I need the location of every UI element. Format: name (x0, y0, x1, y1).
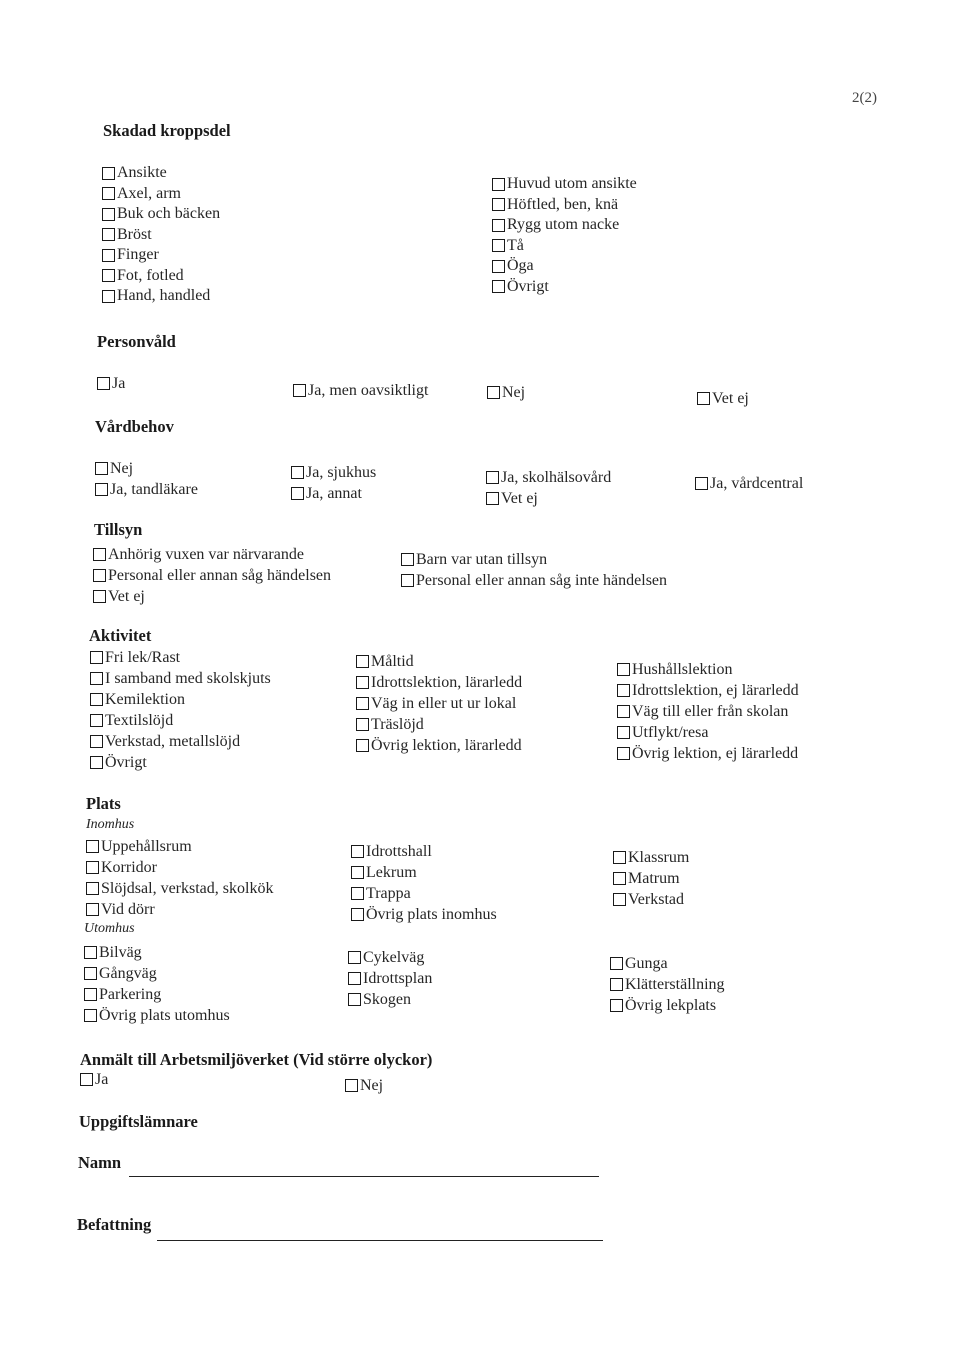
checkbox-option[interactable] (102, 286, 220, 307)
checkbox-option[interactable] (90, 647, 271, 668)
checkbox[interactable] (613, 851, 626, 864)
checkbox-option[interactable] (401, 570, 667, 591)
checkbox-option[interactable] (351, 862, 497, 883)
care-need-col3 (486, 467, 611, 509)
activity-col1 (90, 647, 271, 773)
option-label: Höftled, ben, knä (507, 195, 619, 213)
checkbox-option[interactable] (102, 204, 220, 225)
option-label: Utflykt/resa (632, 724, 709, 741)
checkbox-option[interactable] (102, 163, 220, 184)
option-label: Trappa (366, 885, 411, 902)
option-label: Ja, annat (306, 485, 362, 502)
option-label: Ja, tandläkare (110, 481, 198, 498)
violence-option-no[interactable] (487, 382, 525, 403)
checkbox[interactable] (351, 866, 364, 879)
checkbox-option[interactable] (84, 984, 230, 1005)
option-label: Ja (112, 375, 126, 392)
checkbox-option[interactable] (86, 836, 273, 857)
checkbox-option[interactable] (610, 995, 725, 1016)
checkbox[interactable] (351, 887, 364, 900)
checkbox-option[interactable] (93, 586, 331, 607)
option-label: Övrig lekplats (625, 997, 717, 1014)
checkbox-option[interactable] (95, 458, 198, 479)
checkbox[interactable] (102, 167, 115, 180)
checkbox[interactable] (93, 569, 106, 582)
checkbox-option[interactable] (492, 195, 637, 216)
checkbox-option[interactable] (695, 473, 803, 494)
checkbox-option[interactable] (90, 710, 271, 731)
supervision-col1 (93, 544, 331, 607)
option-label: Finger (117, 246, 159, 263)
section-title-supervision: Tillsyn (94, 520, 143, 539)
option-label: Fot, fotled (117, 266, 184, 284)
page-number: 2(2) (852, 90, 877, 106)
place-indoor-col3 (613, 847, 689, 910)
checkbox[interactable] (617, 663, 630, 676)
checkbox[interactable] (486, 492, 499, 505)
option-label: Klassrum (628, 849, 690, 866)
checkbox[interactable] (86, 903, 99, 916)
checkbox[interactable] (487, 386, 500, 399)
checkbox[interactable] (610, 957, 623, 970)
checkbox[interactable] (84, 1009, 97, 1022)
option-label: Verkstad (628, 891, 684, 908)
checkbox-option[interactable] (93, 565, 331, 586)
option-label: Vet ej (108, 588, 145, 605)
checkbox-option[interactable] (90, 731, 271, 752)
option-label: Uppehållsrum (101, 838, 192, 855)
option-label: Väg till eller från skolan (632, 703, 789, 720)
checkbox-option[interactable] (492, 256, 637, 277)
checkbox-option[interactable] (401, 549, 667, 570)
position-input-line[interactable] (157, 1240, 603, 1241)
activity-col3 (617, 659, 799, 764)
checkbox[interactable] (102, 290, 115, 303)
option-label: Övrig plats utomhus (99, 1007, 230, 1024)
option-label: Textilslöjd (105, 712, 174, 729)
checkbox[interactable] (102, 228, 115, 241)
checkbox[interactable] (84, 946, 97, 959)
checkbox[interactable] (95, 462, 108, 475)
checkbox[interactable] (492, 280, 505, 293)
checkbox[interactable] (492, 178, 505, 191)
option-label: Gunga (625, 955, 668, 972)
checkbox[interactable] (617, 747, 630, 760)
option-label: Idrottslektion, lärarledd (371, 674, 523, 691)
checkbox-option[interactable] (617, 743, 799, 764)
checkbox[interactable] (695, 477, 708, 490)
option-label: Buk och bäcken (117, 205, 221, 222)
position-label: Befattning (77, 1215, 152, 1234)
checkbox-option[interactable] (86, 857, 273, 878)
option-label: Rygg utom nacke (507, 216, 620, 233)
checkbox-option[interactable] (486, 488, 611, 509)
checkbox[interactable] (102, 249, 115, 262)
checkbox-option[interactable] (613, 868, 689, 889)
option-label: Hand, handled (117, 287, 211, 304)
checkbox-option[interactable] (356, 735, 522, 756)
option-label: Väg in eller ut ur lokal (371, 695, 517, 712)
checkbox-option[interactable] (348, 989, 432, 1010)
checkbox[interactable] (356, 676, 369, 689)
checkbox[interactable] (97, 377, 110, 390)
checkbox[interactable] (486, 471, 499, 484)
option-label: Ja (95, 1071, 109, 1088)
checkbox-option[interactable] (613, 889, 689, 910)
option-label: Ja, skolhälsovård (501, 469, 612, 486)
checkbox-option[interactable] (492, 215, 637, 236)
option-label: Övrig plats inomhus (366, 906, 497, 923)
checkbox-option[interactable] (486, 467, 611, 488)
place-outdoor-col3 (610, 953, 725, 1016)
checkbox[interactable] (84, 988, 97, 1001)
checkbox[interactable] (348, 972, 361, 985)
place-outdoor-col1 (84, 942, 230, 1026)
activity-col2 (356, 651, 522, 756)
checkbox[interactable] (95, 483, 108, 496)
checkbox-option[interactable] (617, 680, 799, 701)
checkbox-option[interactable] (351, 841, 497, 862)
section-title-violence: Personvåld (97, 332, 176, 351)
checkbox[interactable] (617, 705, 630, 718)
section-title-injured-body-part: Skadad kroppsdel (103, 121, 231, 140)
care-need-col4 (695, 473, 803, 494)
checkbox[interactable] (102, 187, 115, 200)
section-title-care-need: Vårdbehov (95, 417, 174, 436)
option-label: Övrig lektion, lärarledd (371, 737, 522, 754)
checkbox[interactable] (492, 260, 505, 273)
checkbox-option[interactable] (90, 689, 271, 710)
option-label: Ja, men oavsiktligt (308, 382, 429, 399)
option-label: Hushållslektion (632, 661, 733, 678)
checkbox-option[interactable] (351, 904, 497, 925)
option-label: Ja, vårdcentral (710, 475, 804, 492)
place-indoor-col1 (86, 836, 273, 920)
option-label: Bilväg (99, 944, 142, 961)
checkbox-option[interactable] (617, 722, 799, 743)
reported-option-yes[interactable] (80, 1069, 108, 1090)
name-label: Namn (78, 1153, 122, 1172)
checkbox[interactable] (90, 714, 103, 727)
option-label: Övrigt (507, 277, 549, 295)
option-label: Vid dörr (101, 901, 155, 918)
option-label: Lekrum (366, 864, 417, 881)
checkbox-option[interactable] (102, 184, 220, 205)
option-label: Fri lek/Rast (105, 649, 181, 666)
checkbox-option[interactable] (102, 245, 220, 266)
subheading-outdoor: Utomhus (84, 921, 135, 936)
checkbox-option[interactable] (617, 659, 799, 680)
checkbox-option[interactable] (617, 701, 799, 722)
care-need-col1 (95, 458, 198, 500)
checkbox[interactable] (401, 574, 414, 587)
option-label: Axel, arm (117, 184, 181, 202)
option-label: Kemilektion (105, 691, 185, 708)
checkbox-option[interactable] (492, 174, 637, 195)
option-label: Matrum (628, 870, 680, 887)
checkbox-option[interactable] (291, 462, 376, 483)
checkbox[interactable] (492, 219, 505, 232)
section-title-informant: Uppgiftslämnare (79, 1112, 198, 1131)
checkbox[interactable] (351, 845, 364, 858)
option-label: Bröst (117, 225, 152, 243)
checkbox[interactable] (86, 840, 99, 853)
violence-option-yes-unintended[interactable] (293, 380, 428, 401)
option-label: Gångväg (99, 965, 157, 982)
option-label: Måltid (371, 653, 414, 670)
checkbox[interactable] (80, 1073, 93, 1086)
section-title-place: Plats (86, 794, 121, 813)
checkbox-option[interactable] (356, 693, 522, 714)
option-label: Parkering (99, 986, 162, 1003)
checkbox-option[interactable] (356, 651, 522, 672)
checkbox[interactable] (93, 590, 106, 603)
reported-option-no[interactable] (345, 1075, 383, 1096)
place-outdoor-col2 (348, 947, 432, 1010)
care-need-col2 (291, 462, 376, 504)
checkbox[interactable] (86, 882, 99, 895)
option-label: Idrottsplan (363, 970, 433, 987)
checkbox-option[interactable] (492, 236, 637, 257)
checkbox[interactable] (492, 198, 505, 211)
option-label: Övrig lektion, ej lärarledd (632, 745, 799, 762)
checkbox[interactable] (348, 993, 361, 1006)
checkbox-option[interactable] (93, 544, 331, 565)
checkbox[interactable] (102, 208, 115, 221)
checkbox[interactable] (345, 1079, 358, 1092)
option-label: Korridor (101, 859, 157, 876)
checkbox[interactable] (617, 726, 630, 739)
checkbox-option[interactable] (84, 1005, 230, 1026)
option-label: Idrottslektion, ej lärarledd (632, 682, 799, 699)
checkbox-option[interactable] (84, 963, 230, 984)
option-label: Träslöjd (371, 716, 424, 733)
option-label: Anhörig vuxen var närvarande (108, 546, 304, 563)
supervision-col2 (401, 549, 667, 591)
checkbox[interactable] (90, 756, 103, 769)
section-title-reported: Anmält till Arbetsmiljöverket (Vid större olyckor) (80, 1050, 433, 1069)
checkbox[interactable] (356, 655, 369, 668)
violence-option-dont-know[interactable] (697, 388, 749, 409)
checkbox-option[interactable] (356, 672, 522, 693)
checkbox[interactable] (613, 893, 626, 906)
option-label: Vet ej (501, 490, 538, 507)
checkbox-option[interactable] (90, 668, 271, 689)
checkbox[interactable] (610, 999, 623, 1012)
subheading-indoor: Inomhus (86, 817, 135, 832)
option-label: Öga (507, 257, 534, 274)
option-label: Ja, sjukhus (306, 464, 377, 481)
checkbox[interactable] (356, 739, 369, 752)
checkbox-option[interactable] (348, 947, 432, 968)
option-label: Nej (360, 1077, 384, 1094)
option-label: Klätterställning (625, 976, 725, 993)
body-part-list-col1 (102, 163, 220, 307)
checkbox-option[interactable] (84, 942, 230, 963)
option-label: Verkstad, metallslöjd (105, 733, 241, 750)
checkbox[interactable] (613, 872, 626, 885)
checkbox-option[interactable] (102, 225, 220, 246)
checkbox[interactable] (90, 651, 103, 664)
option-label: Nej (110, 460, 134, 477)
violence-option-yes[interactable] (97, 373, 125, 394)
checkbox-option[interactable] (348, 968, 432, 989)
name-input-line[interactable] (129, 1176, 599, 1177)
checkbox[interactable] (356, 697, 369, 710)
option-label: I samband med skolskjuts (105, 670, 271, 687)
checkbox[interactable] (291, 466, 304, 479)
checkbox-option[interactable] (86, 878, 273, 899)
option-label: Vet ej (712, 390, 749, 407)
checkbox-option[interactable] (95, 479, 198, 500)
body-part-list-col2 (492, 174, 637, 297)
checkbox[interactable] (84, 967, 97, 980)
checkbox[interactable] (102, 269, 115, 282)
option-label: Idrottshall (366, 843, 432, 860)
checkbox[interactable] (401, 553, 414, 566)
checkbox-option[interactable] (102, 266, 220, 287)
checkbox[interactable] (86, 861, 99, 874)
checkbox[interactable] (93, 548, 106, 561)
checkbox-option[interactable] (610, 953, 725, 974)
place-indoor-col2 (351, 841, 497, 925)
checkbox[interactable] (291, 487, 304, 500)
option-label: Personal eller annan såg händelsen (108, 567, 332, 584)
section-title-activity: Aktivitet (89, 626, 152, 645)
checkbox[interactable] (90, 735, 103, 748)
checkbox-option[interactable] (610, 974, 725, 995)
option-label: Tå (507, 236, 524, 254)
option-label: Huvud utom ansikte (507, 175, 637, 192)
checkbox-option[interactable] (492, 277, 637, 298)
checkbox-option[interactable] (291, 483, 376, 504)
option-label: Nej (502, 384, 526, 401)
checkbox[interactable] (90, 693, 103, 706)
checkbox[interactable] (356, 718, 369, 731)
option-label: Cykelväg (363, 949, 425, 966)
checkbox[interactable] (697, 392, 710, 405)
option-label: Övrigt (105, 754, 147, 771)
option-label: Barn var utan tillsyn (416, 551, 548, 568)
option-label: Skogen (363, 991, 411, 1008)
option-label: Slöjdsal, verkstad, skolkök (101, 880, 274, 897)
checkbox[interactable] (90, 672, 103, 685)
checkbox[interactable] (610, 978, 623, 991)
checkbox[interactable] (351, 908, 364, 921)
checkbox-option[interactable] (90, 752, 271, 773)
option-label: Personal eller annan såg inte händelsen (416, 572, 668, 589)
option-label: Ansikte (117, 164, 167, 181)
checkbox[interactable] (617, 684, 630, 697)
checkbox[interactable] (348, 951, 361, 964)
checkbox[interactable] (492, 239, 505, 252)
checkbox-option[interactable] (86, 899, 273, 920)
checkbox-option[interactable] (351, 883, 497, 904)
checkbox[interactable] (293, 384, 306, 397)
checkbox-option[interactable] (356, 714, 522, 735)
checkbox-option[interactable] (613, 847, 689, 868)
